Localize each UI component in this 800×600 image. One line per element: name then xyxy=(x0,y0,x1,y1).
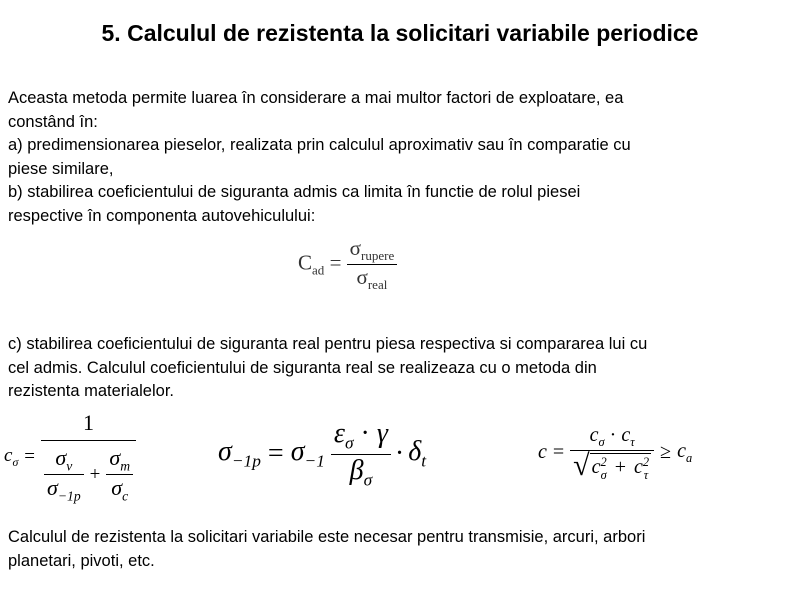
text-line: Aceasta metoda permite luarea în considerare a mai multor factori de exploatare, ea xyxy=(8,89,624,107)
text-line: a) predimensionarea pieselor, realizata prin calculul aproximativ sau în comparatie cu xyxy=(8,136,631,154)
conclusion-paragraph xyxy=(8,526,792,573)
formula-subscript: σ xyxy=(12,455,19,469)
text-line: rezistenta materialelor. xyxy=(8,382,174,400)
formula-total-safety-factor xyxy=(538,424,692,481)
formula-symbol: β xyxy=(349,454,364,486)
formula-symbol: γ xyxy=(376,418,388,449)
formula-symbol: σ xyxy=(349,236,361,260)
formula-subscript: rupere xyxy=(360,248,395,264)
formula-subscript: σ xyxy=(600,467,607,482)
formula-subscript: σ xyxy=(344,433,354,453)
formula-subscript: c xyxy=(122,488,129,504)
formula-subscript: ad xyxy=(312,262,325,278)
formula-symbol: C xyxy=(298,250,313,275)
formula-sigma-fatigue xyxy=(218,418,426,490)
formula-symbol: σ xyxy=(109,445,121,470)
formula-operator: · xyxy=(609,424,617,446)
formula-operator: + xyxy=(89,463,101,485)
formula-operator: = xyxy=(329,250,342,275)
formula-subscript: −1 xyxy=(304,451,325,471)
page-title: 5. Calculul de rezistenta la solicitari variabile periodice xyxy=(101,20,699,46)
text-line: respective în componenta autovehiculului: xyxy=(8,206,316,225)
formula-number: 1 xyxy=(83,410,95,435)
formula-symbol: c xyxy=(591,456,601,479)
formula-operator: = xyxy=(552,441,565,463)
formula-superscript: 2 xyxy=(600,455,607,470)
formula-fraction xyxy=(570,424,654,481)
formula-subscript: −1p xyxy=(231,451,261,471)
formula-fraction xyxy=(347,236,398,293)
formula-subscript: σ xyxy=(363,470,373,490)
formula-fraction xyxy=(41,410,136,505)
formula-c-sigma xyxy=(4,410,136,505)
formula-subscript: τ xyxy=(643,467,649,482)
formula-symbol: ε xyxy=(333,418,345,449)
formula-symbol: c xyxy=(621,424,631,446)
formula-operator: · xyxy=(360,418,370,449)
formula-symbol: σ xyxy=(356,265,368,290)
formula-subscript: v xyxy=(66,458,73,474)
formula-symbol: σ xyxy=(111,475,123,501)
formula-symbol: c xyxy=(538,441,547,463)
formula-symbol: δ xyxy=(408,436,422,468)
formula-symbol: c xyxy=(677,439,686,462)
formula-symbol: c xyxy=(634,456,643,479)
formula-fraction xyxy=(331,418,391,490)
text-line: cel admis. Calculul coeficientului de siguranta real se realizeaza cu o metoda din xyxy=(8,358,597,377)
formula-symbol: c xyxy=(589,424,599,446)
formula-admissible-safety-factor xyxy=(298,236,397,293)
text-line: b) stabilirea coeficientului de siguranta admis ca limita în functie de rolul piesei xyxy=(8,183,581,201)
formula-subscript: a xyxy=(685,450,693,465)
radicand xyxy=(590,453,651,481)
formula-subscript: −1p xyxy=(57,488,81,504)
formula-symbol: σ xyxy=(218,436,232,468)
formula-symbol: σ xyxy=(290,436,305,468)
formula-symbol: c xyxy=(4,444,13,466)
formula-subscript: m xyxy=(120,458,131,474)
formula-operator: ≥ xyxy=(660,441,672,463)
formula-operator: · xyxy=(394,438,405,470)
text-line: piese similare, xyxy=(8,159,114,178)
text-line: c) stabilirea coeficientului de siguranta real pentru piesa respectiva si compararea lui cu xyxy=(8,335,648,353)
formula-symbol: σ xyxy=(46,475,58,501)
text-line: planetari, pivoti, etc. xyxy=(8,551,155,570)
formula-subscript: τ xyxy=(630,435,635,449)
formula-operator: = xyxy=(267,438,284,470)
sqrt-icon: √ xyxy=(573,449,590,482)
text-line: constând în: xyxy=(8,112,98,131)
part-c-paragraph xyxy=(8,333,792,404)
formula-symbol: σ xyxy=(55,445,67,470)
text-line: Calculul de rezistenta la solicitari variabile este necesar pentru transmisie, arcuri, arbori xyxy=(8,528,646,546)
formula-subscript: t xyxy=(421,451,427,471)
intro-paragraph xyxy=(8,87,792,228)
formula-superscript: 2 xyxy=(642,455,650,470)
formula-operator: = xyxy=(24,446,35,468)
formula-subscript: real xyxy=(367,277,388,293)
formula-operator: + xyxy=(614,456,627,479)
formula-subscript: σ xyxy=(598,435,605,449)
